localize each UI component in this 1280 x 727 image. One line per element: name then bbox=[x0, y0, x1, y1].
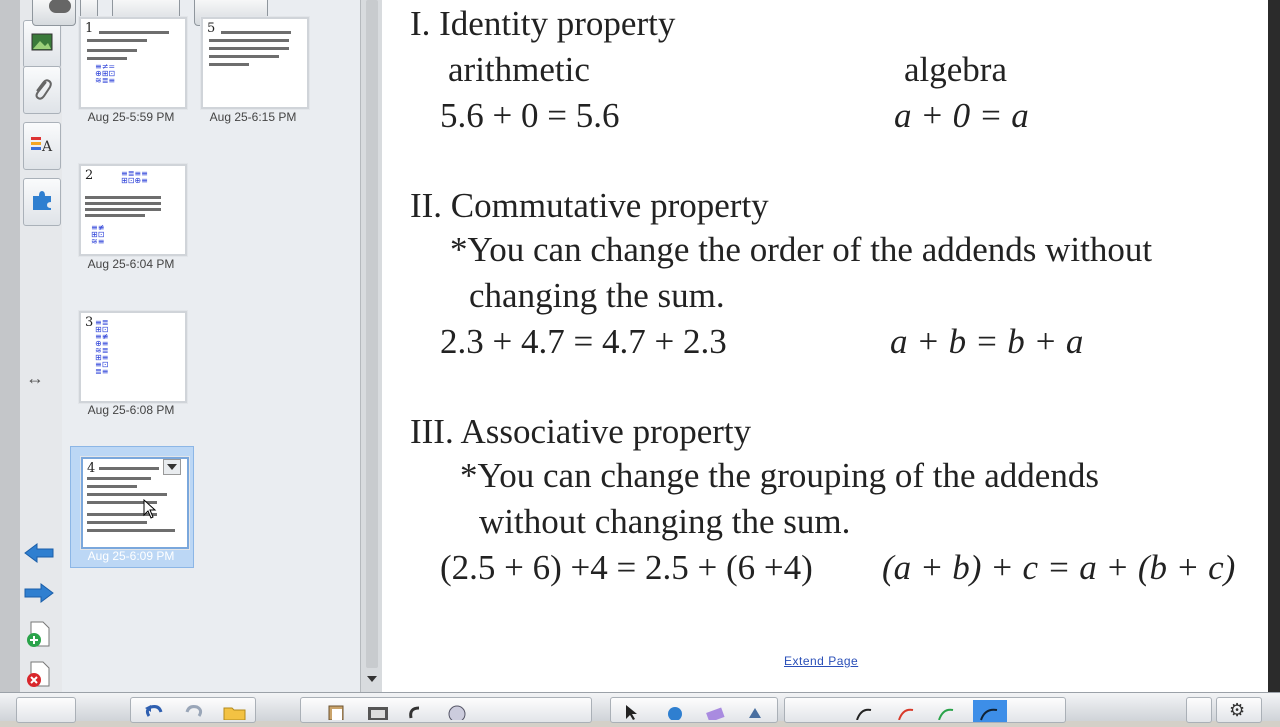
toolbar-group-pens[interactable] bbox=[784, 697, 1066, 723]
toolbar-group-undo[interactable] bbox=[130, 697, 256, 723]
chevron-down-icon[interactable] bbox=[367, 676, 377, 682]
screen-capture-icon bbox=[367, 704, 387, 722]
thumbnail-caption: Aug 25-6:15 PM bbox=[209, 110, 297, 124]
attachments-tab[interactable] bbox=[23, 66, 61, 114]
settings-button[interactable] bbox=[1216, 697, 1262, 723]
addons-tab[interactable] bbox=[23, 178, 61, 226]
toolbar-group-overflow[interactable] bbox=[1186, 697, 1212, 723]
thumbnail-number: 4 bbox=[87, 461, 96, 476]
thumbnail-number: 2 bbox=[85, 168, 94, 183]
window-right-edge bbox=[1268, 0, 1280, 692]
pen-red-icon bbox=[897, 704, 917, 722]
eraser-icon bbox=[705, 704, 725, 722]
identity-arith-example: 5.6 + 0 = 5.6 bbox=[440, 96, 620, 135]
globe-icon bbox=[447, 704, 467, 722]
thumbnail-caption: Aug 25-6:04 PM bbox=[87, 257, 175, 271]
arrow-right-icon bbox=[23, 591, 55, 608]
svg-text:A: A bbox=[42, 138, 53, 154]
commutative-desc-line1: *You can change the order of the addends without bbox=[450, 230, 1153, 269]
thumbnail-caption: Aug 25-5:59 PM bbox=[87, 110, 175, 124]
properties-icon bbox=[30, 134, 54, 159]
resize-arrow-icon[interactable]: ↔ bbox=[26, 368, 44, 388]
panel-button-1[interactable] bbox=[32, 0, 76, 26]
associative-alg-example: (a + b) + c = a + (b + c) bbox=[882, 548, 1236, 587]
thumbnail-menu-button[interactable] bbox=[163, 459, 181, 475]
associative-arith-example: (2.5 + 6) +4 = 2.5 + (6 +4) bbox=[440, 548, 813, 587]
algebra-label: algebra bbox=[904, 50, 1007, 89]
page-thumbnail-1[interactable]: 1 ≡≠= ⊕⊞⊡ ≋≣≡ bbox=[79, 17, 187, 109]
arithmetic-label: arithmetic bbox=[448, 50, 590, 89]
sidebar-tabs bbox=[20, 0, 63, 692]
bottom-toolbar bbox=[0, 692, 1280, 721]
thumbnail-caption: Aug 25-6:09 PM bbox=[87, 549, 175, 563]
page-thumbnail-4[interactable] bbox=[81, 457, 189, 549]
puzzle-icon bbox=[30, 189, 54, 216]
window-left-edge bbox=[0, 0, 21, 720]
commutative-arith-example: 2.3 + 4.7 = 4.7 + 2.3 bbox=[440, 322, 727, 361]
commutative-desc-line2: changing the sum. bbox=[469, 276, 725, 315]
gallery-icon bbox=[31, 33, 53, 56]
mouse-cursor-icon bbox=[143, 499, 157, 524]
page-thumbnail-2[interactable]: 2 ≡≣≡≡ ⊞⊡⊕≡ ≡≢ ⊞⊡ ≋≡ bbox=[79, 164, 187, 256]
pen-blue-icon bbox=[973, 700, 1007, 722]
thumbnail-number: 5 bbox=[207, 21, 216, 36]
thumbnail-number: 1 bbox=[85, 21, 94, 36]
toolbar-group-edit[interactable] bbox=[300, 697, 592, 723]
delete-page-icon bbox=[26, 675, 52, 692]
properties-tab[interactable] bbox=[23, 122, 61, 170]
toolbar-group-1[interactable] bbox=[16, 697, 76, 723]
fill-icon bbox=[745, 704, 765, 722]
previous-page-button[interactable] bbox=[23, 542, 55, 569]
commutative-alg-example: a + b = b + a bbox=[890, 322, 1084, 361]
associative-desc-line1: *You can change the grouping of the addends bbox=[460, 456, 1099, 495]
redo-icon bbox=[183, 704, 203, 722]
thumbnail-caption: Aug 25-6:08 PM bbox=[87, 403, 175, 417]
paste-icon bbox=[327, 704, 347, 722]
next-page-button[interactable] bbox=[23, 582, 55, 609]
thumbnail-number: 3 bbox=[85, 315, 94, 330]
add-page-button[interactable] bbox=[26, 620, 52, 653]
associative-desc-line2: without changing the sum. bbox=[479, 502, 851, 541]
associative-heading: III. Associative property bbox=[410, 412, 752, 451]
gallery-tab[interactable] bbox=[23, 20, 61, 68]
identity-heading: I. Identity property bbox=[410, 4, 676, 43]
gear-icon: ⚙ bbox=[1229, 700, 1246, 720]
extend-page-link[interactable]: Extend Page bbox=[784, 654, 859, 668]
folder-icon bbox=[223, 704, 243, 722]
identity-alg-example: a + 0 = a bbox=[894, 96, 1029, 135]
rotate-icon bbox=[407, 704, 427, 722]
delete-page-button[interactable] bbox=[26, 660, 52, 693]
scroll-thumb[interactable] bbox=[366, 0, 378, 668]
arrow-left-icon bbox=[23, 551, 55, 568]
toolbar-group-tools[interactable] bbox=[610, 697, 778, 723]
pen-black-icon bbox=[855, 704, 875, 722]
undo-icon bbox=[143, 704, 163, 722]
pen-icon bbox=[665, 704, 685, 722]
record-icon bbox=[49, 0, 71, 13]
chevron-down-icon bbox=[167, 464, 177, 470]
page-thumbnail-3[interactable]: 3 ≡≣ ⊞⊡ ≡≢ ⊕≡ ≋≣ ⊞≡ ≡⊡ ≣≡ bbox=[79, 311, 187, 403]
commutative-heading: II. Commutative property bbox=[410, 186, 769, 225]
paperclip-icon bbox=[31, 76, 53, 105]
add-page-icon bbox=[26, 635, 52, 652]
page-scrollbar[interactable] bbox=[360, 0, 383, 692]
page-thumbnail-5[interactable] bbox=[201, 17, 309, 109]
notebook-page[interactable] bbox=[382, 0, 1268, 692]
select-arrow-icon bbox=[625, 704, 645, 722]
pen-green-icon bbox=[937, 704, 957, 722]
